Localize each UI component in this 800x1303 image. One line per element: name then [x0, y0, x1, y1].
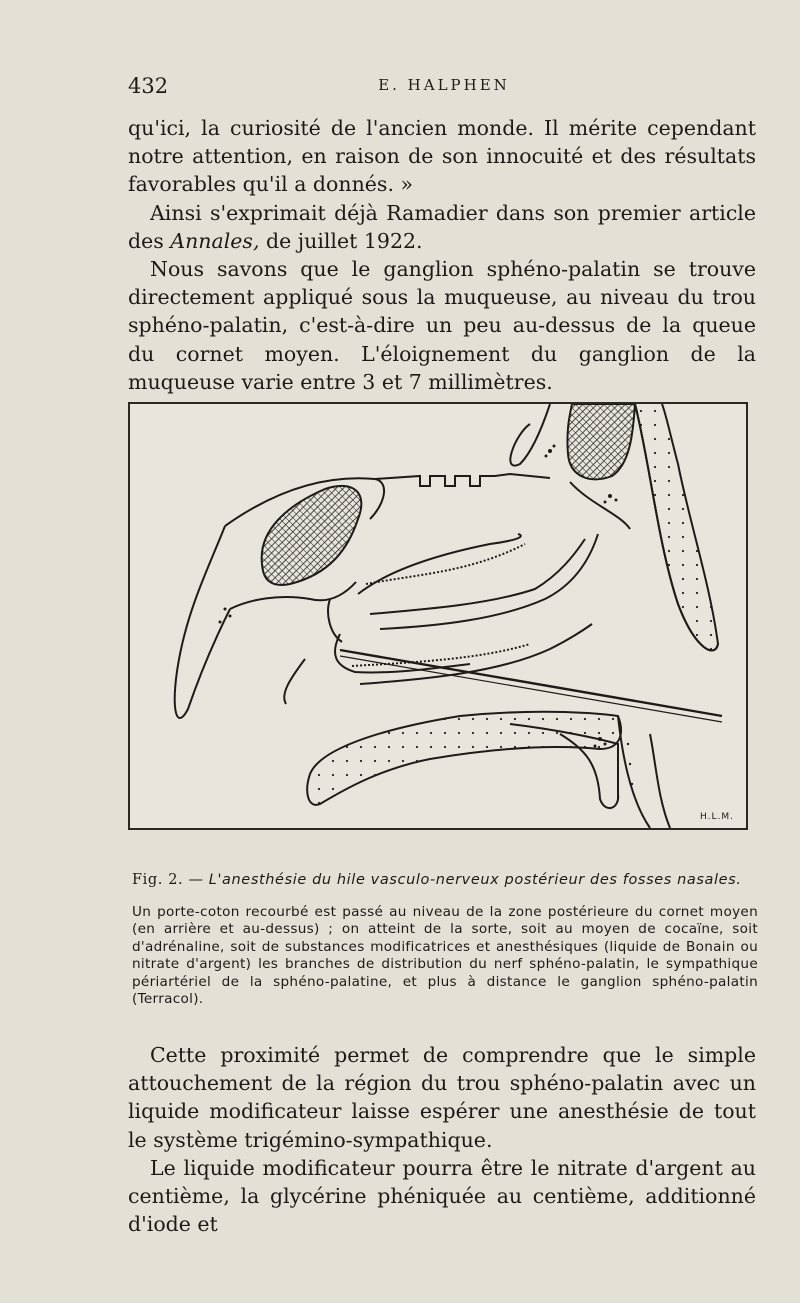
middle-turbinate [358, 534, 521, 594]
page-number: 432 [128, 74, 169, 98]
running-title: E. HALPHEN [378, 76, 510, 94]
paragraph: Nous savons que le ganglion sphéno-palatin se trouve directement appliqué sous la muqueuse, au niveau du trou sphéno-palatin, c'est-à-dire un peu au-dessus de la queue du cornet moyen. L'éloignement du ganglion de la muqueuse varie entre 3 et 7 millimètres. [128, 257, 756, 394]
figure-caption-title [132, 872, 758, 888]
text-span: de juillet 1922. [259, 228, 423, 253]
body-text-top [128, 114, 756, 396]
anatomical-figure [128, 402, 748, 830]
inferior-turbinate [360, 624, 592, 684]
paragraph: qu'ici, la curiosité de l'ancien monde. Il mérite cependant notre attention, en raison de son innocuité et des résultats favorables qu'il a donnés. » [128, 116, 756, 197]
caption-title-text: L'anesthésie du hile vasculo-nerveux postérieur des fosses nasales. [208, 872, 742, 888]
figure-caption-body: Un porte-coton recourbé est passé au niveau de la zone postérieure du cornet moyen (en arrière et au-dessus) ; on atteint de la sorte, soit au moyen de cocaïne, soit d'adrénaline, soit de substances modificatrices et anesthésiques (liquide de Bonain ou nitrate d'argent) les branches de distribution du nerf sphéno-palatin, le sympathique périartériel de la sphéno-palatine, et plus à distance le ganglion sphéno-palatin (Terracol). [132, 904, 758, 1008]
nasal-fossa-diagram [130, 404, 746, 828]
illustrator-signature: H.L.M. [700, 812, 734, 822]
text-span: Ainsi s'exprimait déjà Ramadier dans son premier article des [128, 200, 756, 253]
paragraph: Cette proximité permet de comprendre que le simple attouchement de la région du trou sphéno-palatin avec un liquide modificateur laisse espérer une anesthésie de tout le système trigémino-sympathique. [128, 1043, 756, 1152]
hard-palate [307, 712, 621, 805]
paragraph: Le liquide modificateur pourra être le nitrate d'argent au centième, la glycérine phéniquée au centième, additionné d'iode et [128, 1155, 756, 1237]
frontal-sinus [262, 486, 362, 585]
paragraph [128, 199, 756, 255]
running-head [128, 74, 760, 100]
cotton-probe [340, 650, 722, 716]
posterior-wall [635, 404, 718, 651]
caption-dash: — [183, 872, 209, 888]
body-text-bottom [128, 1041, 756, 1238]
journal-title: Annales, [170, 228, 260, 253]
figure-label: Fig. 2. [132, 872, 184, 888]
sphenoid-sinus [567, 404, 635, 479]
